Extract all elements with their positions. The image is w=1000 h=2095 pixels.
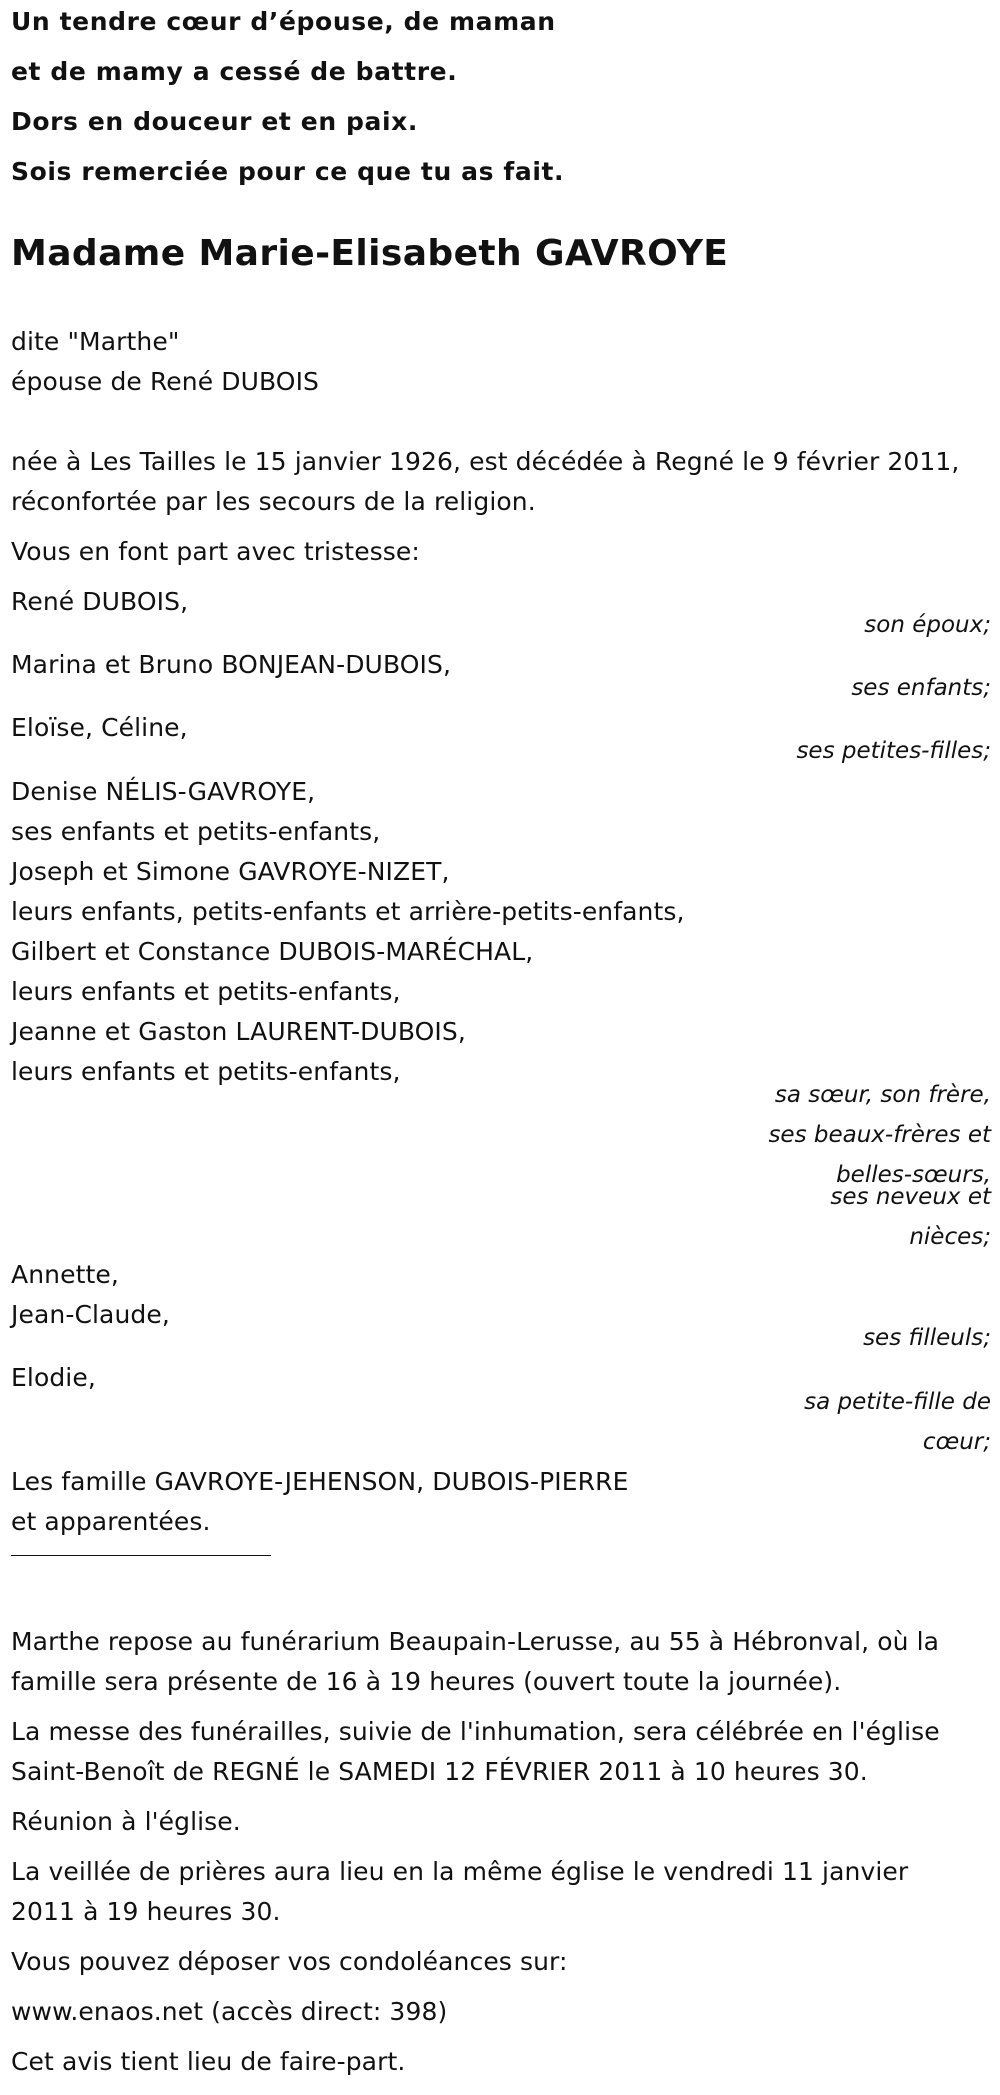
heart-granddaughter-name: Elodie, — [11, 1363, 96, 1392]
children-name: Marina et Bruno BONJEAN-DUBOIS, — [11, 650, 452, 679]
funerarium-line-2: famille sera présente de 16 à 19 heures (ouvert toute la journée). — [11, 1667, 842, 1696]
husband-relation: son époux; — [864, 612, 991, 638]
birth-line-2: réconfortée par les secours de la religion. — [11, 487, 536, 516]
poem-line-1: Un tendre cœur d’épouse, de maman — [11, 7, 556, 36]
godchild-name: Jean-Claude, — [11, 1300, 170, 1329]
husband-name: René DUBOIS, — [11, 587, 189, 616]
grandchildren-relation: ses petites-filles; — [796, 738, 991, 764]
website-line: www.enaos.net (accès direct: 398) — [11, 1997, 448, 2026]
heart-relation-line: sa petite-fille de — [804, 1389, 991, 1415]
grandchildren-name: Eloïse, Céline, — [11, 713, 188, 742]
heart-relation-line: cœur; — [922, 1429, 991, 1455]
alias-line: dite "Marthe" — [11, 327, 180, 356]
meeting-line: Réunion à l'église. — [11, 1807, 241, 1836]
nephews-relation-line: ses neveux et — [830, 1184, 991, 1210]
sibling-line: Jeanne et Gaston LAURENT-DUBOIS, — [11, 1017, 466, 1046]
sibling-line: Joseph et Simone GAVROYE-NIZET, — [11, 857, 450, 886]
funerarium-line-1: Marthe repose au funérarium Beaupain-Lerusse, au 55 à Hébronval, où la — [11, 1627, 940, 1656]
godchildren-relation: ses filleuls; — [863, 1325, 991, 1351]
mass-line-1: La messe des funérailles, suivie de l'inhumation, sera célébrée en l'église — [11, 1717, 940, 1746]
godchild-name: Annette, — [11, 1260, 119, 1289]
sibling-line: leurs enfants et petits-enfants, — [11, 977, 401, 1006]
poem-line-3: Dors en douceur et en paix. — [11, 107, 418, 136]
mass-line-2: Saint-Benoît de REGNÉ le SAMEDI 12 FÉVRIER 2011 à 10 heures 30. — [11, 1757, 868, 1786]
families-line: et apparentées. — [11, 1507, 211, 1536]
sibling-line: Denise NÉLIS-GAVROYE, — [11, 777, 316, 806]
siblings-relation-line: ses beaux-frères et — [768, 1122, 991, 1148]
families-line: Les famille GAVROYE-JEHENSON, DUBOIS-PIERRE — [11, 1467, 629, 1496]
siblings-relation-line: sa sœur, son frère, — [774, 1082, 991, 1108]
sibling-line: leurs enfants, petits-enfants et arrière-petits-enfants, — [11, 897, 685, 926]
nephews-relation-line: nièces; — [909, 1224, 991, 1250]
deceased-name: Madame Marie-Elisabeth GAVROYE — [11, 233, 729, 274]
children-relation: ses enfants; — [851, 675, 991, 701]
sibling-line: ses enfants et petits-enfants, — [11, 817, 381, 846]
sibling-line: leurs enfants et petits-enfants, — [11, 1057, 401, 1086]
sibling-line: Gilbert et Constance DUBOIS-MARÉCHAL, — [11, 937, 534, 966]
poem-line-4: Sois remerciée pour ce que tu as fait. — [11, 157, 565, 186]
poem-line-2: et de mamy a cessé de battre. — [11, 57, 458, 86]
condolences-line: Vous pouvez déposer vos condoléances sur: — [11, 1947, 568, 1976]
closing-line: Cet avis tient lieu de faire-part. — [11, 2047, 406, 2076]
birth-line-1: née à Les Tailles le 15 janvier 1926, est décédée à Regné le 9 février 2011, — [11, 447, 960, 476]
separator-line — [11, 1555, 271, 1556]
intro-line: Vous en font part avec tristesse: — [11, 537, 420, 566]
vigil-line-1: La veillée de prières aura lieu en la même église le vendredi 11 janvier — [11, 1857, 909, 1886]
vigil-line-2: 2011 à 19 heures 30. — [11, 1897, 281, 1926]
siblings-relation-line: belles-sœurs, — [836, 1162, 991, 1188]
spouse-line: épouse de René DUBOIS — [11, 367, 320, 396]
